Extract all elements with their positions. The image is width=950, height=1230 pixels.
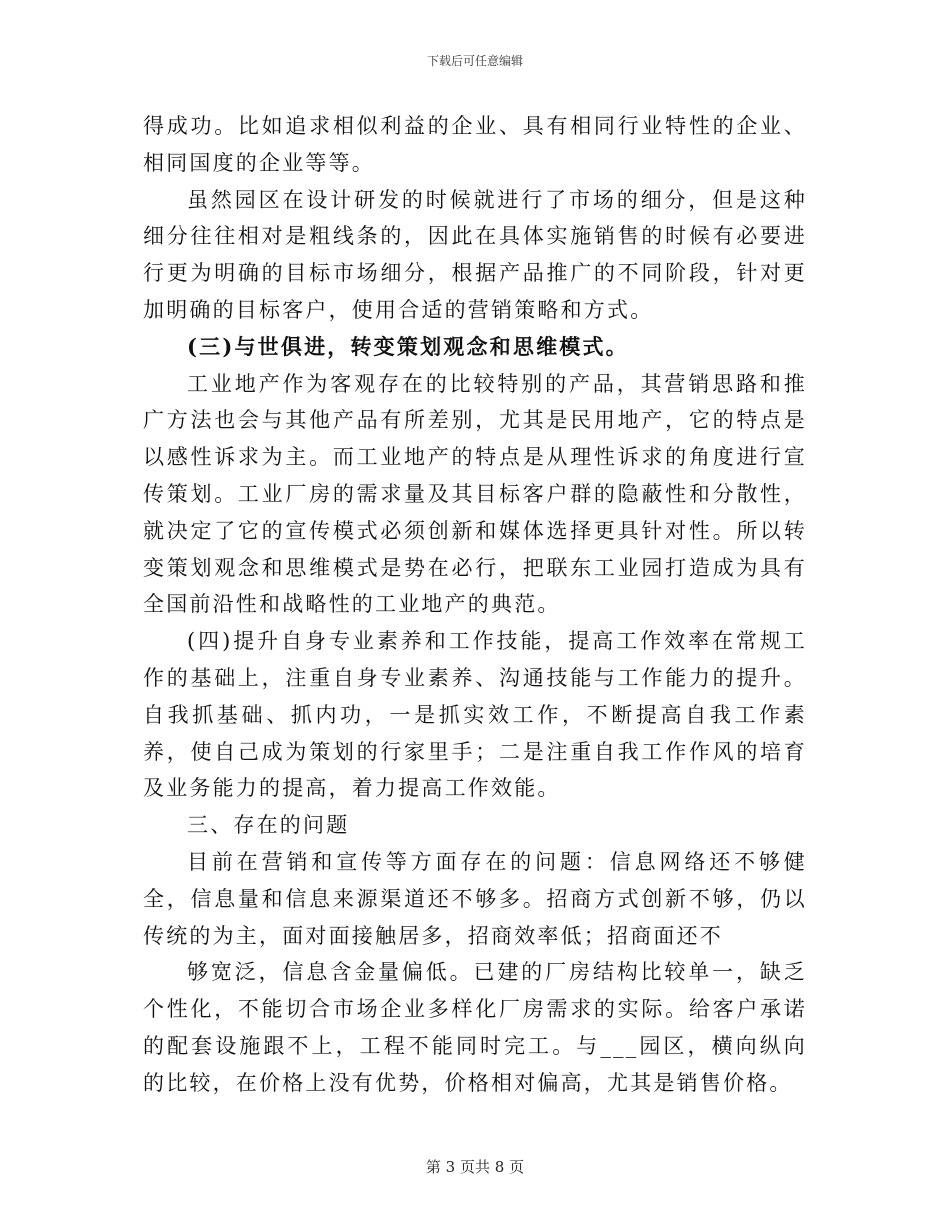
paragraph-1: 得成功。比如追求相似利益的企业、具有相同行业特性的企业、相同国度的企业等等。	[143, 114, 807, 175]
paragraph-3: 工业地产作为客观存在的比较特别的产品，其营销思路和推广方法也会与其他产品有所差别，尤其是民用地产，它的特点是以感性诉求为主。而工业地产的特点是从理性诉求的角度进行宣传策划。工业厂房的需求量及其目标客户群的隐蔽性和分散性，就决定了它的宣传模式必须创新和媒体选择更具针对性。所以转变策划观念和思维模式是势在必行，把联东工业园打造成为具有全国前沿性和战略性的工业地产的典范。	[143, 371, 807, 617]
paragraph-2: 虽然园区在设计研发的时候就进行了市场的细分，但是这种细分往往相对是粗线条的，因此在具体实施销售的时候有必要进行更为明确的目标市场细分，根据产品推广的不同阶段，针对更加明确的目标客户，使用合适的营销策略和方式。	[143, 187, 807, 322]
paragraph-4: (四)提升自身专业素养和工作技能，提高工作效率在常规工作的基础上，注重自身专业素养、沟通技能与工作能力的提升。自我抓基础、抓内功，一是抓实效工作，不断提高自我工作素养，使自己成为策划的行家里手；二是注重自我工作作风的培育及业务能力的提高，着力提高工作效能。	[143, 629, 807, 801]
paragraph-5: 目前在营销和宣传等方面存在的问题：信息网络还不够健全，信息量和信息来源渠道还不够多。招商方式创新不够，仍以传统的为主，面对面接触居多，招商效率低；招商面还不	[143, 849, 807, 948]
document-body	[143, 108, 807, 1102]
section-heading-3: (三)与世俱进，转变策划观念和思维模式。	[187, 333, 629, 359]
paragraph-6: 够宽泛，信息含金量偏低。已建的厂房结构比较单一，缺乏个性化，不能切合市场企业多样化厂房需求的实际。给客户承诺的配套设施跟不上，工程不能同时完工。与___园区，横向纵向的比较，在价格上没有优势，价格相对偏高，尤其是销售价格。	[143, 960, 807, 1095]
page-header: 下载后可任意编辑	[426, 54, 523, 68]
section-heading-problems: 三、存在的问题	[187, 813, 350, 838]
page-footer: 第 3 页共 8 页	[425, 1158, 525, 1176]
